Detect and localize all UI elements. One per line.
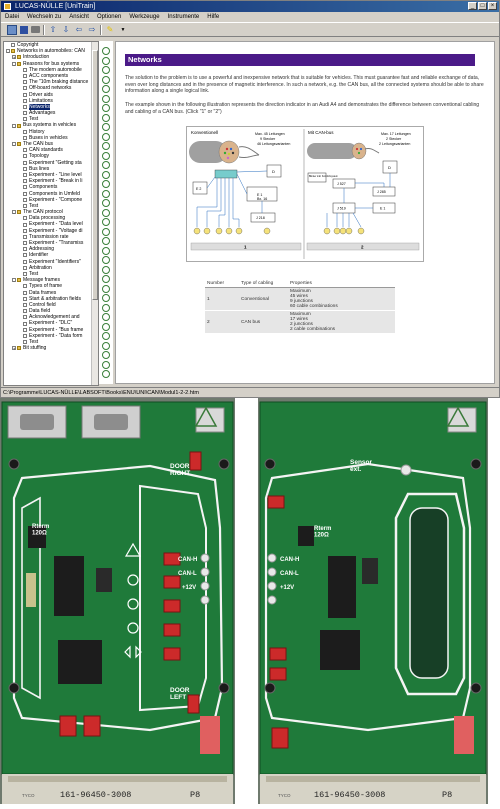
right-bulbs bbox=[324, 228, 364, 234]
pencil-icon[interactable]: ✎ bbox=[106, 25, 114, 34]
tree-item-label: Bus systems in vehicles bbox=[23, 122, 77, 129]
tree-item-label: Experiment - "Data level bbox=[29, 221, 83, 228]
cell-type: Conventional bbox=[239, 288, 288, 311]
table-header-row bbox=[205, 280, 395, 288]
right-box-d: D bbox=[388, 165, 391, 170]
folder-icon bbox=[17, 55, 21, 59]
folder-icon bbox=[17, 124, 21, 128]
page-icon bbox=[23, 253, 27, 257]
page-icon bbox=[23, 68, 27, 72]
tree-item-label: Components bbox=[29, 184, 58, 191]
tree-item-label: Experiment - "Compone bbox=[29, 196, 83, 203]
binding-ring bbox=[102, 123, 110, 131]
page-icon bbox=[23, 185, 27, 189]
page-icon bbox=[23, 136, 27, 140]
button-1-label: 1 bbox=[244, 244, 247, 250]
maximize-button[interactable]: □ bbox=[478, 2, 487, 10]
page-icon bbox=[23, 179, 27, 183]
binding-ring bbox=[102, 332, 110, 340]
tree-item-label: ACC components bbox=[29, 72, 69, 79]
left-title: Konventionell bbox=[191, 130, 219, 135]
page-icon bbox=[23, 328, 27, 332]
tree-item-label: Experiment - "Data form bbox=[29, 332, 83, 339]
binding-ring bbox=[102, 85, 110, 93]
tree-item-label: Experiment - "DLC" bbox=[29, 320, 73, 327]
collapse-icon[interactable]: - bbox=[13, 61, 15, 67]
door-left-label: DOOR LEFT bbox=[170, 687, 190, 702]
page-icon bbox=[23, 340, 27, 344]
toolbar-separator bbox=[100, 25, 102, 35]
right-spec-3: 2 Leitungsvarianten bbox=[379, 142, 411, 146]
close-button[interactable]: × bbox=[488, 2, 497, 10]
binding-ring bbox=[102, 218, 110, 226]
tree-item-label: Types of frame bbox=[29, 283, 63, 290]
left-bulbs bbox=[194, 228, 270, 234]
tree-item-label: Reasons for bus systems bbox=[23, 60, 80, 67]
page-icon bbox=[23, 235, 27, 239]
board-photo-right bbox=[258, 398, 488, 804]
tree-item-label: The CAN bus bbox=[23, 141, 54, 147]
12v-label: +12V bbox=[280, 585, 295, 591]
tree-item-label: Test bbox=[29, 116, 39, 123]
page-icon bbox=[23, 80, 27, 84]
tree-item-label: Bus lines bbox=[29, 165, 50, 172]
page-icon bbox=[11, 43, 15, 47]
collapse-icon[interactable]: - bbox=[13, 123, 15, 129]
binding-ring bbox=[102, 256, 110, 264]
cell-number: 1 bbox=[205, 288, 239, 311]
menu-wechseln[interactable]: Wechseln zu bbox=[27, 14, 62, 20]
tree-item-label: Experiment - "Bus frame bbox=[29, 326, 84, 333]
menu-optionen[interactable]: Optionen bbox=[96, 14, 122, 20]
tree-item-label: The "10m braking distance bbox=[29, 79, 89, 86]
title-bar bbox=[1, 1, 499, 12]
part-number-label: 161-96450-3008 bbox=[314, 790, 386, 800]
folder-icon bbox=[17, 210, 21, 214]
page-icon bbox=[23, 93, 27, 97]
folder-icon bbox=[17, 278, 21, 282]
page-icon bbox=[23, 161, 27, 165]
save-icon[interactable] bbox=[20, 26, 28, 34]
menu-bar bbox=[1, 12, 499, 22]
binding-ring bbox=[102, 133, 110, 141]
toolbar-separator bbox=[43, 25, 45, 35]
board-photo-left bbox=[0, 398, 235, 804]
connector-block bbox=[215, 170, 237, 178]
col-type: Type of cabling bbox=[239, 280, 288, 288]
p8-label: P8 bbox=[190, 790, 201, 800]
tree-item-label: CAN standards bbox=[29, 147, 63, 154]
binding-ring bbox=[102, 294, 110, 302]
page-icon bbox=[23, 173, 27, 177]
thick-cable-bundle bbox=[189, 141, 259, 163]
page-icon bbox=[23, 192, 27, 196]
page-icon bbox=[23, 130, 27, 134]
page-icon bbox=[23, 167, 27, 171]
main-content bbox=[1, 41, 499, 386]
binding-ring bbox=[102, 351, 110, 359]
folder-icon bbox=[11, 49, 15, 53]
property-line: 2 cable combinations bbox=[290, 327, 336, 332]
binding-ring bbox=[102, 95, 110, 103]
binding-ring bbox=[102, 180, 110, 188]
page-icon bbox=[23, 297, 27, 301]
property-line: 17 wires bbox=[290, 317, 308, 322]
tree-item-label: Limitations bbox=[29, 97, 53, 104]
binding-ring bbox=[102, 209, 110, 217]
binding-ring bbox=[102, 171, 110, 179]
rterm-label: Rterm 120Ω bbox=[314, 526, 332, 539]
can-l-label: CAN-L bbox=[280, 571, 299, 577]
binding-ring bbox=[102, 142, 110, 150]
sensor-ext-label: Sensor ext. bbox=[350, 459, 373, 474]
tree-item-label: Arbitration bbox=[29, 264, 52, 271]
minimize-button[interactable]: _ bbox=[468, 2, 477, 10]
page-icon bbox=[23, 99, 27, 103]
expand-icon[interactable]: + bbox=[13, 346, 16, 352]
page-icon bbox=[23, 309, 27, 313]
binding-ring bbox=[102, 285, 110, 293]
arrow-right-icon[interactable]: ⇨ bbox=[88, 25, 96, 34]
binding-ring bbox=[102, 313, 110, 321]
binding-ring bbox=[102, 190, 110, 198]
binding-ring bbox=[102, 323, 110, 331]
binding-ring bbox=[102, 304, 110, 312]
door-right-label: DOOR RIGHT bbox=[170, 463, 191, 478]
page-title: Networks bbox=[125, 54, 475, 66]
right-box-j519: J 519 bbox=[337, 206, 346, 211]
page-icon bbox=[23, 315, 27, 319]
left-spec-3: 46 Leitungsvarianten bbox=[257, 142, 291, 146]
tree-item-label: Buses in vehicles bbox=[29, 134, 68, 141]
page-icon bbox=[23, 334, 27, 338]
left-box-e1: E 1 Bx. 16 bbox=[257, 193, 268, 201]
menu-hilfe[interactable]: Hilfe bbox=[207, 14, 220, 20]
binding-ring bbox=[102, 247, 110, 255]
rterm-label: Rterm 120Ω bbox=[32, 524, 50, 537]
status-bar: C:\Programme\LUCAS-NÜLLE\LABSOFT\Books\ENU\UNI\CAN\Modul1-2-2.htm bbox=[1, 387, 500, 398]
button-2-label: 2 bbox=[361, 244, 364, 250]
page-icon bbox=[23, 229, 27, 233]
binding-ring bbox=[102, 237, 110, 245]
tree-item-label: Bit stuffing bbox=[23, 345, 47, 352]
tree-item-label: History bbox=[29, 128, 45, 135]
hardware-photos bbox=[0, 398, 500, 804]
binding-ring bbox=[102, 361, 110, 369]
cell-number: 2 bbox=[205, 311, 239, 334]
can-h-label: CAN-H bbox=[280, 557, 300, 563]
arrow-left-icon[interactable]: ⇦ bbox=[75, 25, 83, 34]
left-box-e2: E 2 bbox=[196, 187, 202, 191]
tree-item-label: Data processing bbox=[29, 215, 66, 222]
property-line: 60 cable combinations bbox=[290, 304, 338, 309]
left-box-j218: J 218 bbox=[256, 216, 265, 220]
binding-ring bbox=[102, 228, 110, 236]
p8-label: P8 bbox=[442, 790, 453, 800]
toolbar bbox=[1, 22, 499, 37]
folder-icon bbox=[17, 142, 21, 146]
page-icon bbox=[23, 291, 27, 295]
thin-cable-bundle bbox=[307, 143, 379, 159]
page-icon bbox=[23, 86, 27, 90]
binding-ring bbox=[102, 57, 110, 65]
page-icon bbox=[23, 260, 27, 264]
tree-item-label: The modern automobile bbox=[29, 66, 82, 73]
right-title: Mit CAN-bus bbox=[308, 130, 334, 135]
binding-ring bbox=[102, 47, 110, 55]
table-row bbox=[205, 288, 395, 311]
binding-ring bbox=[102, 114, 110, 122]
tree-item[interactable] bbox=[4, 345, 98, 351]
tree-item-label: Networks bbox=[29, 103, 50, 110]
cabling-illustration bbox=[186, 126, 424, 262]
tree-item-label: Test bbox=[29, 202, 39, 209]
page-icon bbox=[23, 284, 27, 288]
cabling-diagram bbox=[187, 127, 423, 261]
dropdown-arrow-icon[interactable]: ▼ bbox=[120, 26, 126, 33]
tree-item-label: Advantages bbox=[29, 110, 56, 117]
right-box-j527: J 527 bbox=[337, 182, 346, 186]
content-page bbox=[115, 41, 495, 384]
tree-item-label: Experiment "Identifiers" bbox=[29, 258, 81, 265]
collapse-icon[interactable]: - bbox=[13, 142, 15, 148]
binding-ring bbox=[102, 152, 110, 160]
right-spec-2: 2 Stecker bbox=[386, 137, 402, 141]
left-spec-2: 9 Stecker bbox=[260, 137, 276, 141]
tree-item-label: Experiment - "Line level bbox=[29, 171, 82, 178]
tree-item-label: Data frames bbox=[29, 289, 57, 296]
tree-item-label: Driver aids bbox=[29, 91, 53, 98]
right-box-e1: E 1 bbox=[380, 206, 386, 211]
tree-item-label: Addressing bbox=[29, 246, 55, 253]
left-spec-1: Max. 45 Leitungen bbox=[255, 132, 285, 136]
menu-datei[interactable]: Datei bbox=[5, 14, 20, 20]
page-icon bbox=[23, 223, 27, 227]
cabling-table bbox=[205, 280, 395, 334]
tree-item-label: Test bbox=[29, 270, 39, 277]
tree-item-label: Components in Umfeld bbox=[29, 190, 80, 197]
book-icon[interactable] bbox=[7, 25, 17, 35]
binding-ring bbox=[102, 161, 110, 169]
page-icon bbox=[23, 154, 27, 158]
right-note: Blinker inkl. Komfortsystem bbox=[309, 175, 338, 178]
spiral-binding bbox=[99, 41, 113, 384]
collapse-icon[interactable]: - bbox=[7, 49, 9, 55]
part-number-label: 161-96450-3008 bbox=[60, 790, 132, 800]
tyco-label: TYCO bbox=[22, 793, 35, 798]
paragraph-intro: The solution to the problem is to use a powerful and inexpensive network that is suitable for vehicles. This must guarantee fast and reliable exchange of data, even over long distances and in the presence of magnetic interference. In such a network, e.g. the CAN bus, all the connected systems should be able to share information along a single logical link. bbox=[125, 75, 484, 95]
tree-item-label: Message frames bbox=[23, 277, 60, 284]
page-icon bbox=[23, 148, 27, 152]
tree-item-label: The CAN protocol bbox=[23, 209, 63, 216]
binding-ring bbox=[102, 275, 110, 283]
page-icon bbox=[23, 266, 27, 270]
binding-ring bbox=[102, 66, 110, 74]
right-spec-1: Max. 17 Leitungen bbox=[381, 132, 411, 136]
tree-item-label: Experiment "Getting sta bbox=[29, 159, 82, 166]
col-properties: Properties bbox=[288, 280, 395, 288]
tree-item-label: Test bbox=[29, 339, 39, 345]
tyco-label: TYCO bbox=[278, 793, 291, 798]
page-icon bbox=[23, 272, 27, 276]
tree-item-label: Identifier bbox=[29, 252, 49, 259]
tree-item-label: Networks in automobiles: CAN bbox=[17, 48, 85, 55]
tree-item-label: Copyright bbox=[17, 42, 39, 48]
tree-item-label: Experiment - "Break in li bbox=[29, 178, 83, 185]
tree-item-label: Off-board networks bbox=[29, 85, 72, 92]
can-l-label: CAN-L bbox=[178, 571, 197, 577]
app-window bbox=[0, 0, 500, 398]
arrow-down-icon[interactable]: ⇩ bbox=[62, 25, 70, 34]
page-icon bbox=[23, 117, 27, 121]
tree-item-label: Experiment - "Transmiss bbox=[29, 240, 84, 246]
property-line: 9 junctions bbox=[290, 299, 313, 304]
tree-item-label: Control field bbox=[29, 301, 56, 308]
tree-item-label: Experiment - "Voltage di bbox=[29, 227, 83, 234]
expand-icon[interactable]: + bbox=[13, 55, 16, 61]
binding-ring bbox=[102, 199, 110, 207]
left-box-d: D bbox=[272, 169, 275, 174]
app-icon bbox=[4, 3, 11, 10]
page-icon bbox=[23, 303, 27, 307]
scrollbar-thumb[interactable] bbox=[92, 50, 98, 300]
toc-tree[interactable] bbox=[3, 41, 99, 386]
property-line: Maximum bbox=[290, 312, 311, 317]
menu-werkzeuge[interactable]: Werkzeuge bbox=[129, 14, 160, 20]
binding-ring bbox=[102, 342, 110, 350]
binding-ring bbox=[102, 266, 110, 274]
page-icon bbox=[23, 247, 27, 251]
tree-scrollbar[interactable] bbox=[91, 42, 98, 385]
collapse-icon[interactable]: - bbox=[13, 278, 15, 284]
tree-item-label: Start & arbitration fields bbox=[29, 295, 81, 302]
collapse-icon[interactable]: - bbox=[13, 210, 15, 216]
page-icon bbox=[23, 216, 27, 220]
binding-ring bbox=[102, 76, 110, 84]
tree-item-label: Topology bbox=[29, 153, 50, 160]
menu-ansicht[interactable]: Ansicht bbox=[69, 14, 89, 20]
right-box-j285: J 285 bbox=[377, 190, 386, 194]
page-icon bbox=[23, 111, 27, 115]
cell-properties bbox=[288, 288, 395, 311]
page-icon bbox=[23, 241, 27, 245]
menu-instrumente[interactable]: Instrumente bbox=[167, 14, 200, 20]
can-h-label: CAN-H bbox=[178, 557, 198, 563]
cell-type: CAN bus bbox=[239, 311, 288, 334]
page-icon bbox=[23, 322, 27, 326]
page-icon bbox=[23, 198, 27, 202]
page-icon bbox=[23, 105, 27, 109]
tree-item-label: Introduction bbox=[23, 54, 50, 61]
property-line: 2 junctions bbox=[290, 322, 313, 327]
page-icon bbox=[23, 74, 27, 78]
folder-icon bbox=[17, 62, 21, 66]
paragraph-example: The example shown in the following illustration represents the direction indicator in an Audi A4 and demonstrates the difference between conventional cabling and cabling of a CAN bus. (Click "1" or "2") bbox=[125, 102, 480, 115]
cell-properties bbox=[288, 311, 395, 334]
binding-ring bbox=[102, 370, 110, 378]
folder-icon bbox=[17, 346, 21, 350]
board-left-drawing bbox=[0, 398, 235, 804]
binding-ring bbox=[102, 104, 110, 112]
table-row bbox=[205, 311, 395, 334]
property-line: 45 wires bbox=[290, 294, 308, 299]
property-line: Maximum bbox=[290, 289, 311, 294]
board-right-drawing bbox=[258, 398, 488, 804]
tree-item-label: Data field bbox=[29, 308, 51, 315]
window-title: LUCAS-NÜLLE [UniTrain] bbox=[15, 3, 96, 10]
print-icon[interactable] bbox=[31, 26, 40, 33]
page-icon bbox=[23, 204, 27, 208]
col-number: Number bbox=[205, 280, 239, 288]
tree-item-label: Acknowledgement and bbox=[29, 314, 80, 321]
12v-label: +12V bbox=[182, 585, 197, 591]
tree-item-label: Transmission rate bbox=[29, 233, 69, 240]
arrow-up-icon[interactable]: ⇧ bbox=[49, 25, 57, 34]
